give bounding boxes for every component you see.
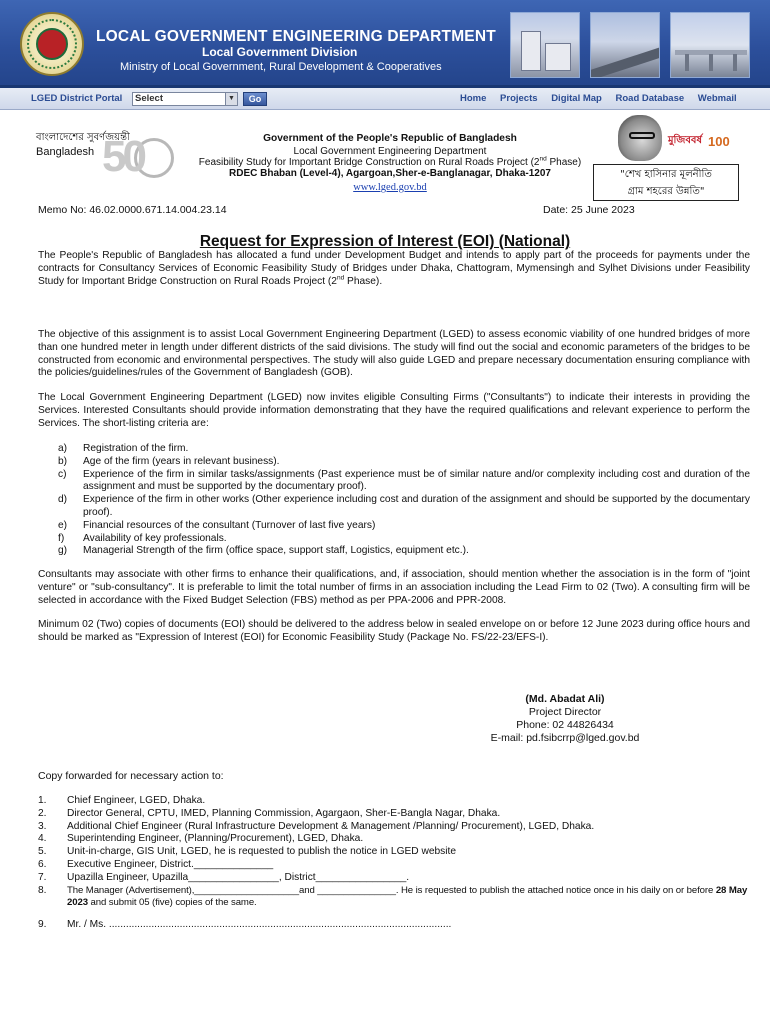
list-item: g) Managerial Strength of the firm (office space, support staff, Logistics, equipment etc.).: [58, 545, 469, 557]
letterhead-project: Feasibility Study for Important Bridge Construction on Rural Roads Project (2nd Phase): [198, 155, 582, 168]
paragraph-submission: Minimum 02 (Two) copies of documents (EOI) should be delivered to the address below in sealed envelope on or before 12 June 2023 during office hours and should be marked as "Expression of Interest (EOI) for Economic Feasibility Study (Package No. FS/22-23/EFS-I).: [38, 619, 750, 643]
nav-link-home[interactable]: Home: [460, 93, 487, 104]
memo-number: Memo No: 46.02.0000.671.14.004.23.14: [38, 204, 227, 216]
golden-jubilee-logo: [36, 128, 156, 184]
nav-link-projects[interactable]: Projects: [500, 93, 538, 104]
nav-link-road-database[interactable]: Road Database: [615, 93, 685, 104]
nav-bar: [0, 88, 770, 110]
list-item: 4. Superintending Engineer, (Planning/Procurement), LGED, Dhaka.: [38, 833, 364, 845]
bridge-photo-icon: [670, 12, 750, 78]
slogan-box: [593, 164, 739, 201]
mujib-borsho-logo: [612, 113, 742, 165]
chevron-down-icon[interactable]: ▼: [225, 93, 237, 105]
list-item: b) Age of the firm (years in relevant business).: [58, 455, 280, 467]
paragraph-objective: The objective of this assignment is to assist Local Government Engineering Department (LGED) to assess economic viability of one hundred bridges of more than one hundred meter in length under different districts of the said divisions. The study will find out the social and economic parameters of the bridges to be constructed from economic and environmental perspectives. The study will also guide LGED and prepare necessary documentation ensuring compliance with the policies/guidelines/rules of the Government of Bangladesh (GOB).: [38, 329, 750, 379]
paragraph-funding: The People's Republic of Bangladesh has allocated a fund under Development Budget and intends to apply part of the proceeds for payments under the contracts for Consultancy Services of Economic Feasibility Study of Bridges under Dhaka, Chattogram, Mymensingh and Sylhet Divisions under Feasibility Study for Important Bridge Construction on Rural Roads Project (2nd Phase).: [38, 250, 750, 287]
copy-forward-list: [38, 795, 750, 932]
district-select-value: Select: [135, 93, 163, 104]
site-banner: [0, 0, 770, 88]
copy-forward-heading: Copy forwarded for necessary action to:: [38, 770, 224, 782]
building-photo-icon: [510, 12, 580, 78]
signatory-email: E-mail: pd.fsibcrrp@lged.gov.bd: [490, 732, 640, 744]
list-item: 9. Mr. / Ms. .........................................................................................................................: [38, 919, 452, 931]
list-item: a) Registration of the firm.: [58, 443, 189, 454]
list-item: 5. Unit-in-charge, GIS Unit, LGED, he is requested to publish the notice in LGED website: [38, 846, 457, 858]
nav-link-digital-map[interactable]: Digital Map: [551, 93, 602, 104]
logo-english-text: Bangladesh: [36, 146, 95, 158]
criteria-list: [58, 443, 750, 558]
website-link: [150, 181, 630, 194]
signatory-phone: Phone: 02 44826434: [516, 719, 614, 731]
go-button[interactable]: Go: [243, 92, 267, 106]
letterhead-government: Government of the People's Republic of Bangladesh: [263, 133, 517, 144]
banner-title: LOCAL GOVERNMENT ENGINEERING DEPARTMENT: [96, 28, 496, 45]
road-photo-icon: [590, 12, 660, 78]
district-select[interactable]: [132, 92, 238, 106]
paragraph-invitation: The Local Government Engineering Department (LGED) now invites eligible Consulting Firms ("Consultants") to indicate their interests in providing the Services. Interested Consultants should provide information demonstrating that they have the required qualifications and relevant experience to perform the Services. The short-listing criteria are:: [38, 392, 750, 429]
letterhead-department: Local Government Engineering Department: [293, 146, 487, 157]
list-item: 1. Chief Engineer, LGED, Dhaka.: [38, 795, 206, 806]
slogan-line-2: গ্রাম শহরের উন্নতি": [627, 186, 705, 197]
signatory-name: (Md. Abadat Ali): [525, 693, 605, 705]
memo-date: Date: 25 June 2023: [543, 204, 635, 216]
list-item: 3. Additional Chief Engineer (Rural Infrastructure Development & Management /Planning/ Procurement), LGED, Dhaka.: [38, 820, 595, 832]
letterhead-address: RDEC Bhaban (Level-4), Agargoan,Sher-e-Banglanagar, Dhaka-1207: [229, 168, 551, 179]
bangladesh-seal-icon: [20, 12, 84, 76]
list-item: 8. The Manager (Advertisement),____________________and _______________. He is requested to publish the attached notice once in his daily on or before 28 May 2023 and submit 05 (five) copies of the same.: [38, 884, 748, 909]
logo-number: 50: [102, 132, 143, 181]
banner-division: Local Government Division: [202, 45, 358, 59]
list-item: 6. Executive Engineer, District.______________: [38, 858, 274, 870]
list-item: 2. Director General, CPTU, IMED, Planning Commission, Agargaon, Sher-E-Bangla Nagar, Dhaka.: [38, 807, 501, 819]
list-item: f) Availability of key professionals.: [58, 532, 227, 544]
slogan-line-1: "শেখ হাসিনার মূলনীতি: [620, 169, 712, 180]
banner-ministry: Ministry of Local Government, Rural Development & Cooperatives: [120, 61, 442, 73]
nav-links: [460, 93, 748, 105]
list-item: d) Experience of the firm in other works (Other experience including cost and duration of the assignment and should be supported by the documentary proof).: [58, 494, 750, 518]
logo-bangla-text: বাংলাদেশের সুবর্ণজয়ন্তী: [36, 132, 130, 143]
paragraph-association: Consultants may associate with other firms to enhance their qualifications, and, if association, should mention whether the association is in the form of "joint venture" or "sub-consultancy". It is preferable to limit the total number of firms in an association including the Lead Firm to 02 (Two). A consulting firm will be selected in accordance with the Fixed Budget Selection (FBS) method as per PPA-2006 and PPR-2008.: [38, 569, 750, 606]
district-portal-label: LGED District Portal: [31, 93, 123, 104]
signatory-designation: Project Director: [528, 706, 602, 718]
list-item: e) Financial resources of the consultant (Turnover of last five years): [58, 519, 376, 531]
list-item: c) Experience of the firm in similar tasks/assignments (Past experience must be of similar nature and/or complexity including cost and duration of the assignment and must be supported by the documentary proof).: [58, 468, 750, 493]
website-link-text[interactable]: www.lged.gov.bd: [353, 182, 427, 193]
banner-photos: [510, 12, 750, 78]
nav-link-webmail[interactable]: Webmail: [697, 93, 737, 104]
page-title: Request for Expression of Interest (EOI) (National): [199, 233, 571, 250]
list-item: 7. Upazilla Engineer, Upazilla________________, District________________.: [38, 871, 410, 883]
mujib-borsho-number: 100: [708, 134, 730, 149]
mujib-borsho-text: মুজিববর্ষ: [668, 135, 703, 146]
